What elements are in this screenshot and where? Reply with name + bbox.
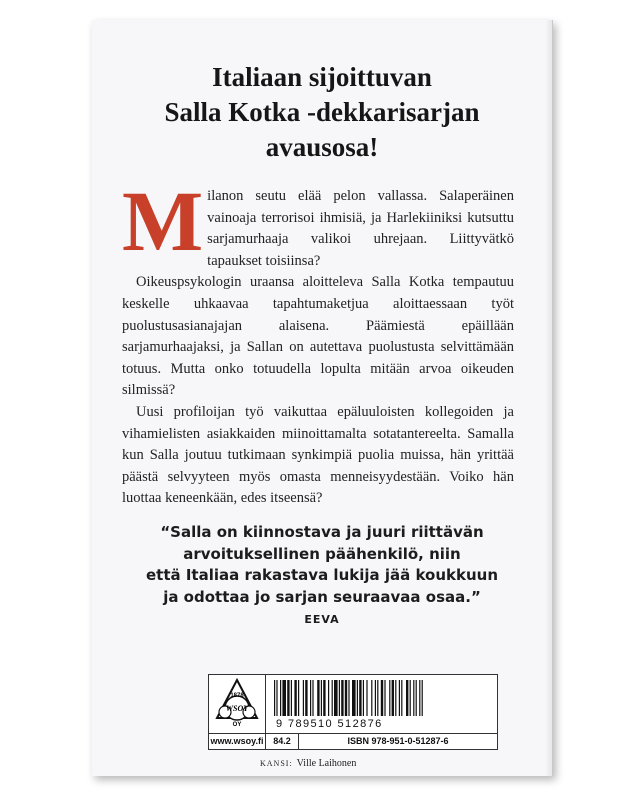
- isbn-number: ISBN 978-951-0-51287-6: [347, 736, 449, 746]
- barcode-bar: [323, 680, 325, 716]
- quote-line-2: arvoituksellinen päähenkilö, niin: [183, 544, 461, 563]
- barcode-bar: [291, 680, 292, 716]
- barcode-bar: [363, 680, 364, 716]
- barcode-bar: [303, 680, 304, 716]
- barcode-bar: [399, 680, 400, 716]
- barcode-bars: [274, 680, 488, 718]
- barcode-bar: [282, 680, 286, 716]
- barcode-bar: [357, 680, 358, 716]
- barcode-bar: [381, 680, 383, 716]
- barcode-bar: [419, 680, 420, 716]
- barcode-bar: [392, 680, 394, 716]
- headline-line-3: avausosa!: [265, 132, 379, 162]
- publisher-website: www.wsoy.fi: [209, 733, 266, 749]
- barcode-bar: [274, 680, 275, 716]
- barcode-bar: [328, 680, 329, 716]
- barcode-bar: [406, 680, 408, 716]
- logo-text: WSOY: [225, 704, 249, 713]
- barcode-bar: [276, 680, 277, 716]
- barcode-bar: [339, 680, 340, 716]
- cover-credit: [260, 758, 356, 769]
- barcode-bar: [287, 680, 289, 716]
- drop-cap: M: [122, 173, 204, 269]
- barcode-bar: [310, 680, 311, 716]
- barcode-bar: [294, 680, 296, 716]
- logo-year: 1878: [230, 693, 244, 699]
- barcode-bar: [377, 680, 378, 716]
- blurb: [122, 173, 514, 510]
- barcode-bar: [312, 680, 313, 716]
- barcode-box: [208, 674, 498, 750]
- barcode-digits: 9 789510 512876: [276, 718, 383, 730]
- barcode-bar: [416, 680, 417, 716]
- blurb-paragraph-2: Oikeuspsykologin uraansa aloitteleva Salla Kotka tempautuu keskelle uhkaavaa tapahtumaketjua aloittaessaan työt puolustusasianajajan alaisena. Päämiestä epäillään sarjamurhaajaksi, ja Sallan on autettava puolustusta selvittämään totuus. Mutta onko totuudella lopulta mitään arvoa oikeuden silmissä?: [122, 274, 514, 399]
- blurb-paragraph-3: Uusi profiloijan työ vaikuttaa epäluuloisten kollegoiden ja vihamielisten asiakkaiden miinoittamalta sotatantereelta. Samalla kun Salla joutuu tutkimaan synkimpiä puolia muissa, hän yrittää päästä selvyyteen myös omasta menneisyydestään. Voiko hän luottaa keneenkään, edes itseensä?: [122, 403, 514, 507]
- cover-edge-shadow: [545, 20, 553, 776]
- barcode-bar: [371, 680, 372, 716]
- publisher-logo-icon: [213, 678, 261, 730]
- barcode-bar: [375, 680, 376, 716]
- quote-line-4: ja odottaa jo sarjan seuraavaa osaa.”: [163, 587, 481, 606]
- barcode-bar: [332, 680, 333, 716]
- barcode-bar: [317, 680, 319, 716]
- barcode-bar: [401, 680, 402, 716]
- quote-source: EEVA: [304, 613, 340, 626]
- barcode-bar: [280, 680, 281, 716]
- barcode-bar: [413, 680, 414, 716]
- barcode-bar: [305, 680, 307, 716]
- barcode-bar: [384, 680, 385, 716]
- headline-line-2: Salla Kotka -dekkarisarjan: [164, 97, 480, 127]
- barcode-bar: [341, 680, 343, 716]
- credit-label: KANSI:: [260, 759, 293, 768]
- barcode-bar: [352, 680, 356, 716]
- barcode-bar: [298, 680, 299, 716]
- blurb-paragraph-1: ilanon seutu elää pelon vallassa. Salaperäinen vainoaja terrorisoi ihmisiä, ja Harlekiiniksi kutsuttu sarjamurhaaja valikoi uhrejaan. Liittyvätkö tapaukset toisiinsa?: [207, 188, 514, 269]
- barcode-bar: [422, 680, 423, 716]
- publisher-logo-cell: [209, 675, 266, 734]
- review-quote: [114, 522, 530, 631]
- barcode-info-row: [209, 733, 497, 749]
- barcode-bar: [345, 680, 347, 716]
- barcode-bar: [410, 680, 411, 716]
- barcode-bar: [321, 680, 322, 716]
- headline-line-1: Italiaan sijoittuvan: [212, 62, 432, 92]
- barcode-bar: [366, 680, 367, 716]
- barcode-bar: [348, 680, 349, 716]
- quote-line-1: “Salla on kiinnostava ja juuri riittävän: [160, 523, 484, 541]
- barcode-cell: [266, 675, 497, 734]
- barcode-bar: [334, 680, 338, 716]
- barcode-bar: [389, 680, 390, 716]
- class-code: 84.2: [266, 733, 299, 749]
- barcode-bar: [395, 680, 396, 716]
- quote-line-3: että Italiaa rakastava lukija jää koukkuun: [145, 566, 499, 584]
- barcode-bar: [359, 680, 361, 716]
- credit-name: Ville Laihonen: [296, 758, 357, 769]
- book-back-cover: [92, 20, 553, 776]
- headline: [112, 60, 532, 165]
- logo-suffix: OY: [232, 722, 242, 728]
